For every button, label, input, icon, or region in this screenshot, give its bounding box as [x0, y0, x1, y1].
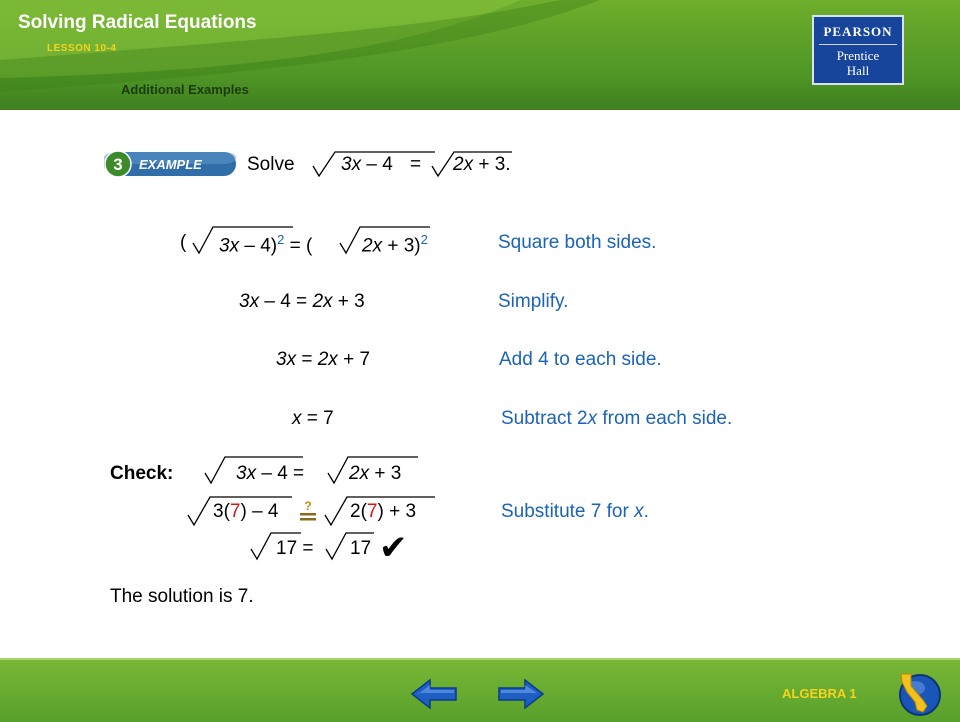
step-1-left: 3x – 4)$^2$ = ( — [219, 232, 313, 257]
course-label: ALGEBRA 1 — [782, 686, 857, 701]
step-3-note: Add 4 to each side. — [499, 349, 662, 370]
step-2-note: Simplify. — [498, 291, 569, 312]
logo-line-1: PEARSON — [823, 24, 893, 39]
example-badge-number: 3 — [113, 155, 123, 174]
arrow-right-icon[interactable] — [497, 678, 545, 710]
problem-prompt: Solve — [247, 154, 295, 175]
step-1-note: Square both sides. — [498, 232, 657, 253]
question-equals-icon — [298, 500, 318, 524]
step-4-note: Subtract 2x from each side. — [501, 408, 733, 429]
check-line-2-note: Substitute 7 for x. — [501, 501, 649, 522]
step-2-math: 3x – 4 = 2x + 3 — [239, 291, 365, 312]
step-3-math: 3x = 2x + 7 — [276, 349, 371, 370]
step-1-open-paren: ( — [180, 232, 187, 253]
conclusion-text: The solution is 7. — [110, 586, 254, 607]
step-1-right: 2x + 3)$^2$ — [362, 232, 428, 257]
example-badge-label: EXAMPLE — [139, 157, 202, 172]
svg-text:?: ? — [304, 499, 312, 513]
section-label: Additional Examples — [121, 82, 249, 97]
logo-line-2: Prentice — [836, 48, 880, 63]
lesson-label: LESSON 10-4 — [47, 43, 117, 54]
problem-equation-left: 3x – 4 — [341, 154, 393, 175]
page-title: Solving Radical Equations — [18, 12, 257, 33]
california-globe-icon — [893, 668, 943, 718]
check-line-3-left: 17 = — [276, 538, 314, 559]
check-line-1-left: 3x – 4 = — [236, 463, 305, 484]
publisher-logo — [812, 15, 904, 85]
arrow-left-icon[interactable] — [410, 678, 458, 710]
example-badge — [103, 149, 237, 179]
check-line-2-left: 3(7) – 4 — [213, 501, 279, 522]
checkmark-icon: ✔ — [379, 529, 408, 567]
logo-line-3: Hall — [846, 63, 870, 78]
check-line-1-right: 2x + 3 — [349, 463, 402, 484]
check-line-2-right: 2(7) + 3 — [350, 501, 417, 522]
check-label: Check: — [110, 463, 174, 484]
step-4-math: x = 7 — [292, 408, 334, 429]
problem-equals: = — [410, 154, 422, 175]
problem-equation-right: 2x + 3. — [453, 154, 511, 175]
check-line-3-right: 17 — [350, 538, 372, 559]
